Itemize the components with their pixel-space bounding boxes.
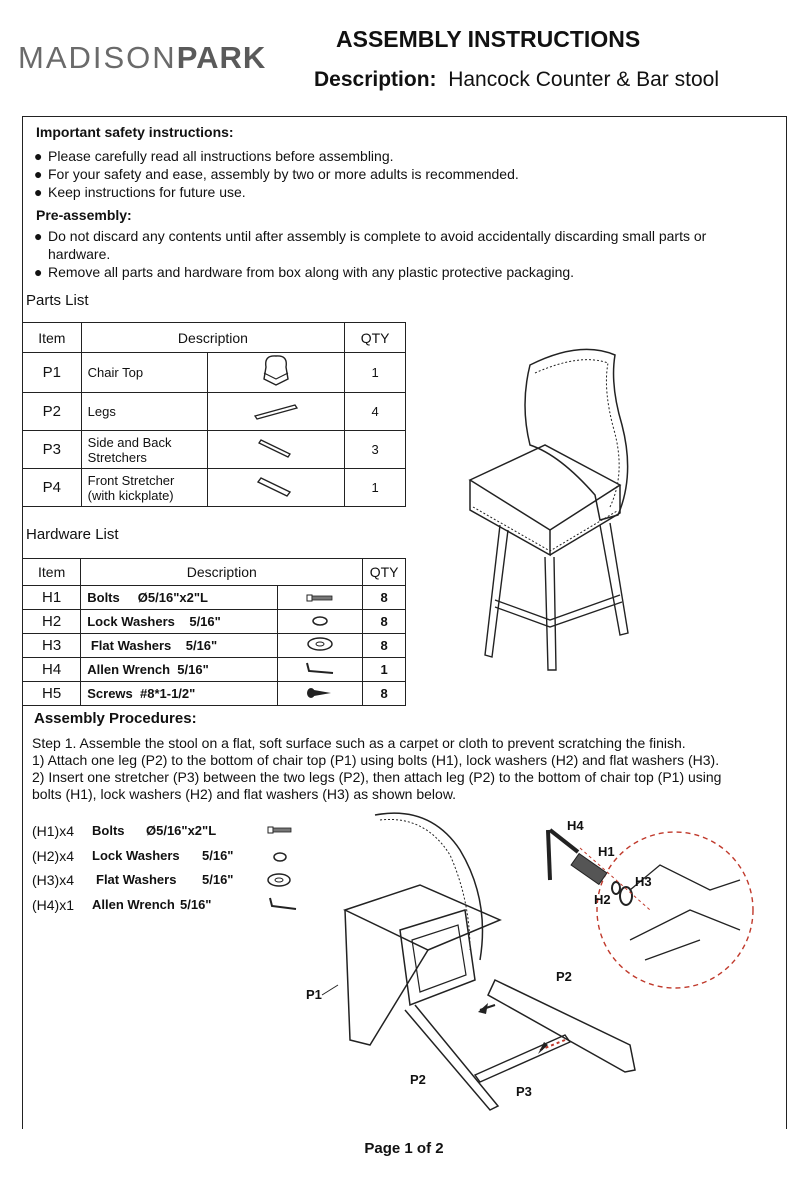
procedure-line: 1) Attach one leg (P2) to the bottom of chair top (P1) using bolts (H1), lock washers (H2) and flat washers (H3). [32, 752, 720, 768]
table-row: P1 Chair Top 1 [23, 353, 406, 393]
stretcher-icon [208, 431, 345, 469]
label-p3: P3 [516, 1084, 532, 1099]
label-p1: P1 [306, 987, 322, 1002]
parts-col-item: Item [23, 323, 82, 353]
parts-col-qty: QTY [345, 323, 406, 353]
screw-icon [278, 682, 363, 706]
page-number: Page 1 of 2 [364, 1140, 444, 1157]
label-p2: P2 [410, 1072, 426, 1087]
flat-washer-icon [264, 872, 294, 888]
chair-top-icon [208, 353, 345, 393]
step-hardware-item: (H4)x1 [32, 897, 75, 913]
procedure-line: Step 1. Assemble the stool on a flat, soft surface such as a carpet or cloth to prevent scratching the finish. [32, 735, 686, 751]
parts-table [22, 322, 406, 507]
safety-item: ● Keep instructions for future use. [34, 184, 246, 200]
step-hardware-item: (H3)x4 [32, 872, 75, 888]
allen-wrench-icon [266, 896, 300, 912]
table-row: H4 Allen Wrench 5/16" 1 [23, 658, 406, 682]
parts-list-heading: Parts List [26, 292, 89, 309]
lock-washer-icon [270, 851, 290, 863]
bolt-icon [266, 824, 296, 836]
procedure-line: 2) Insert one stretcher (P3) between the two legs (P2), then attach leg (P2) to the bottom of chair top (P1) using [32, 769, 722, 785]
hardware-list-heading: Hardware List [26, 526, 119, 543]
lock-washer-icon [278, 610, 363, 634]
label-p2: P2 [556, 969, 572, 984]
page-title: ASSEMBLY INSTRUCTIONS [336, 26, 641, 52]
flat-washer-icon [278, 634, 363, 658]
table-row: H1 Bolts Ø5/16"x2"L 8 [23, 586, 406, 610]
label-h3: H3 [635, 874, 652, 889]
preassembly-item-cont: hardware. [48, 246, 111, 262]
parts-col-desc: Description [81, 323, 345, 353]
hardware-table [22, 558, 406, 706]
brand-logo: MADISONPARK [18, 40, 267, 75]
leg-icon [208, 393, 345, 431]
preassembly-item: ● Remove all parts and hardware from box along with any plastic protective packaging. [34, 264, 575, 280]
procedure-line: bolts (H1), lock washers (H2) and flat washers (H3) as shown below. [32, 786, 457, 802]
step-hardware-item: (H2)x4 [32, 848, 75, 864]
label-h4: H4 [567, 818, 584, 833]
assembly-diagram [300, 810, 770, 1130]
allen-wrench-icon [278, 658, 363, 682]
table-row: H2 Lock Washers 5/16" 8 [23, 610, 406, 634]
bolt-icon [278, 586, 363, 610]
safety-item: ● Please carefully read all instructions before assembling. [34, 148, 394, 164]
table-row: P3 Side and Back Stretchers 3 [23, 431, 406, 469]
table-row: P4 Front Stretcher (with kickplate) 1 [23, 469, 406, 507]
preassembly-item: ● Do not discard any contents until after assembly is complete to avoid accidentally discarding small parts or [34, 228, 707, 244]
hardware-col-item: Item [23, 559, 81, 586]
hardware-col-qty: QTY [363, 559, 406, 586]
safety-heading: Important safety instructions: [36, 124, 234, 140]
stool-illustration [440, 345, 640, 675]
step-hardware-item: (H1)x4 [32, 823, 75, 839]
table-row: H3 Flat Washers 5/16" 8 [23, 634, 406, 658]
hardware-col-desc: Description [81, 559, 363, 586]
table-row: H5 Screws #8*1-1/2" 8 [23, 682, 406, 706]
procedures-heading: Assembly Procedures: [34, 710, 197, 727]
preassembly-heading: Pre-assembly: [36, 207, 132, 223]
label-h1: H1 [598, 844, 615, 859]
label-h2: H2 [594, 892, 611, 907]
front-stretcher-icon [208, 469, 345, 507]
product-description: Description: Hancock Counter & Bar stool [314, 68, 719, 91]
safety-item: ● For your safety and ease, assembly by two or more adults is recommended. [34, 166, 519, 182]
table-row: P2 Legs 4 [23, 393, 406, 431]
